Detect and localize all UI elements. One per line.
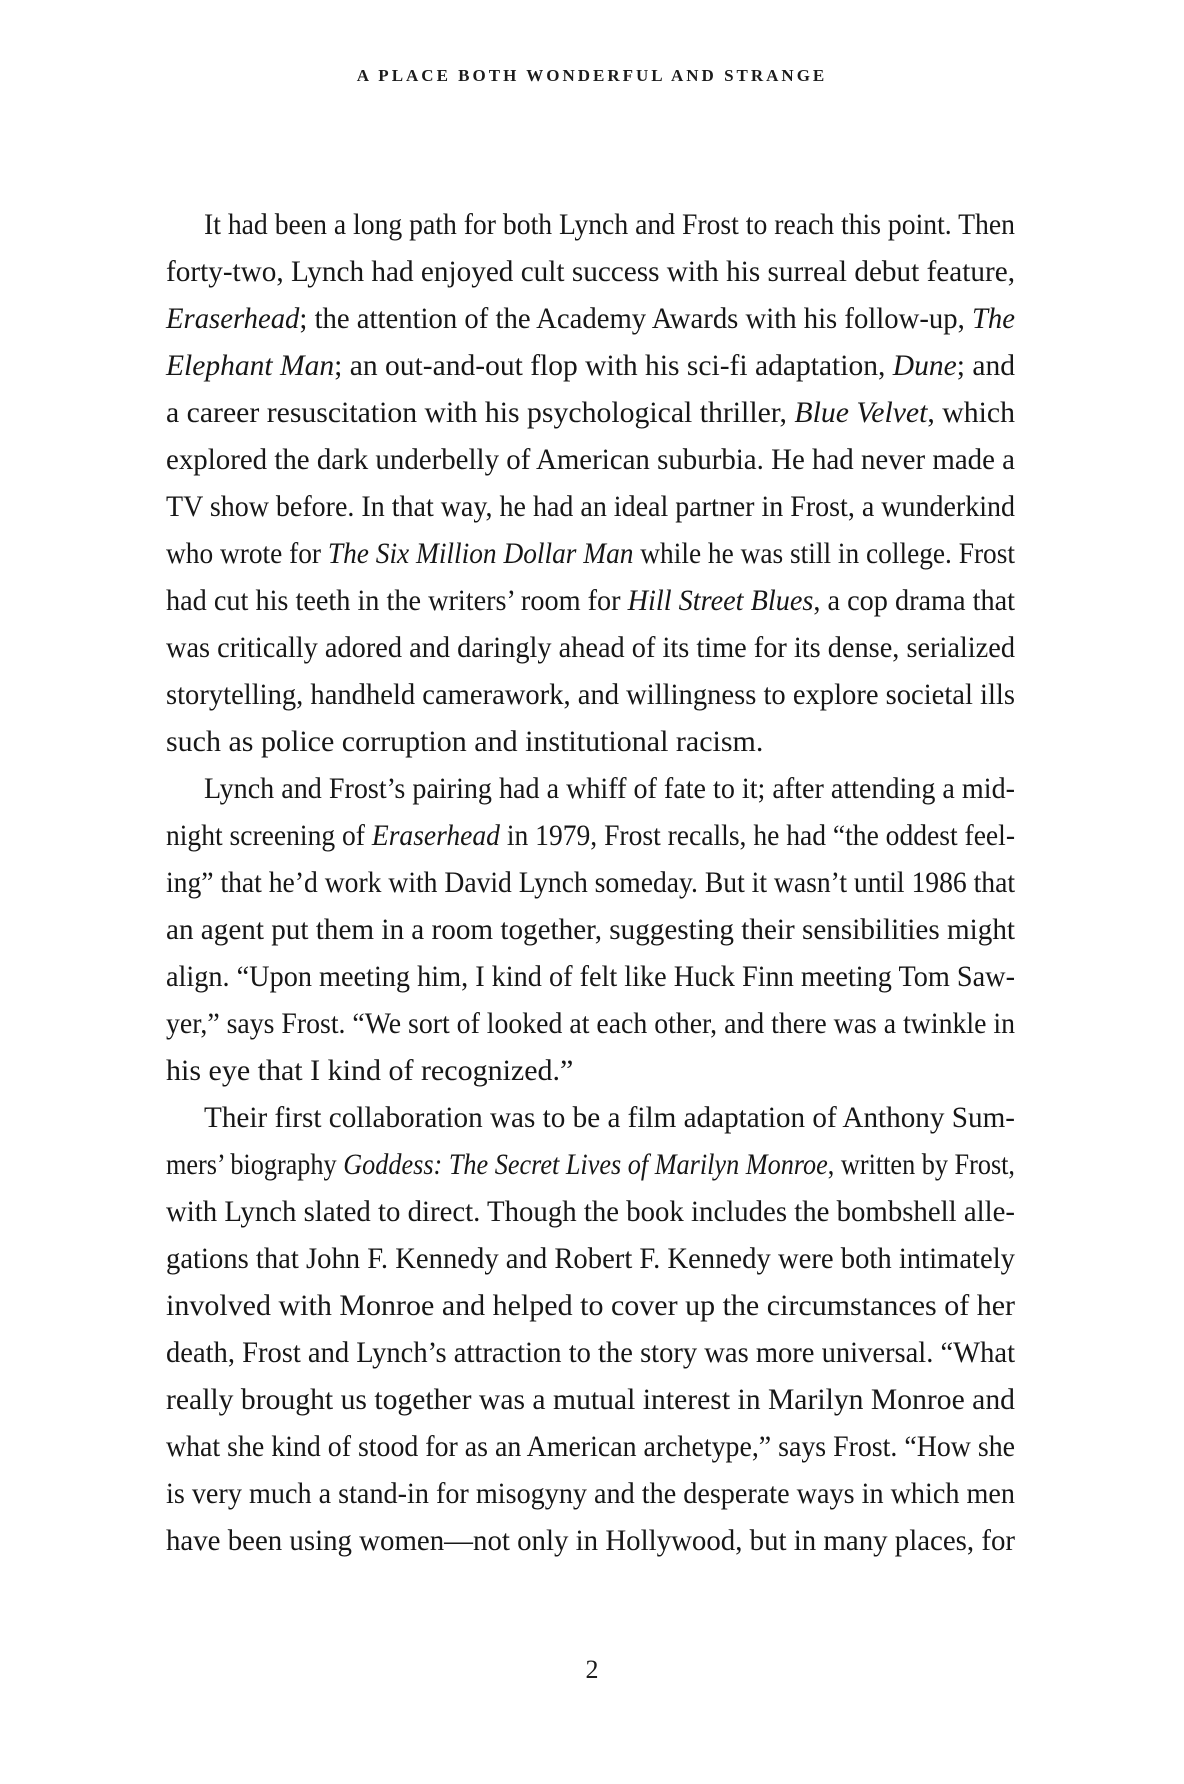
body-text-segment: had cut his teeth in the writers’ room for xyxy=(166,584,628,617)
page-number: 2 xyxy=(585,1655,599,1684)
body-text-segment: yer,” says Frost. “We sort of looked at each other, and there was a twinkle in xyxy=(166,1007,1015,1040)
text-line xyxy=(166,812,1015,859)
body-text-segment: , a cop drama that xyxy=(813,584,1015,617)
text-line xyxy=(166,483,1015,530)
text-line-content xyxy=(166,483,1015,530)
body-text-segment: is very much a stand-in for misogyny and the desperate ways in which men xyxy=(166,1477,1015,1510)
text-line-content xyxy=(166,1141,1015,1188)
body-text-segment: night screening of xyxy=(166,819,372,852)
italic-title-text: Eraserhead xyxy=(371,819,500,852)
text-line-content xyxy=(166,530,1015,577)
text-line xyxy=(166,1000,1015,1047)
body-text-segment: such as police corruption and institutional racism. xyxy=(166,725,764,758)
text-line xyxy=(166,1188,1015,1235)
body-text-segment: mers’ biography xyxy=(166,1148,344,1181)
text-line-content xyxy=(166,389,1015,436)
text-line-content xyxy=(204,765,1015,812)
text-line-content xyxy=(166,577,1015,624)
text-line xyxy=(166,530,1015,577)
body-text-segment: death, Frost and Lynch’s attraction to the story was more universal. “What xyxy=(166,1336,1015,1369)
text-line-content xyxy=(166,342,1015,389)
body-text-segment: It had been a long path for both Lynch and Frost to reach this point. Then xyxy=(204,208,1015,241)
body-text-segment: Lynch and Frost’s pairing had a whiff of fate to it; after attending a mid- xyxy=(204,772,1015,805)
text-line-content xyxy=(166,624,1015,671)
italic-title-text: Blue Velvet xyxy=(794,396,928,429)
text-line-content xyxy=(166,248,1015,295)
text-line xyxy=(166,1235,1015,1282)
text-line xyxy=(166,1376,1015,1423)
text-line-content xyxy=(166,1329,1015,1376)
text-line xyxy=(166,248,1015,295)
body-text-segment: explored the dark underbelly of American suburbia. He had never made a xyxy=(166,443,1015,476)
text-line-content xyxy=(204,201,1015,248)
italic-title-text: Elephant Man xyxy=(166,349,335,382)
text-line xyxy=(166,1517,1015,1564)
italic-title-text: Dune xyxy=(892,349,957,382)
italic-title-text: Eraserhead xyxy=(166,302,300,335)
text-line-content xyxy=(166,436,1015,483)
text-line xyxy=(166,624,1015,671)
body-text-segment: , which xyxy=(927,396,1015,429)
text-line xyxy=(166,906,1015,953)
body-text-segment: really brought us together was a mutual interest in Marilyn Monroe and xyxy=(166,1383,1015,1416)
body-text-segment: while he was still in college. Frost xyxy=(633,537,1015,570)
text-line xyxy=(166,671,1015,718)
text-line xyxy=(166,1329,1015,1376)
body-text-segment: what she kind of stood for as an American archetype,” says Frost. “How she xyxy=(166,1430,1015,1463)
text-line-content xyxy=(166,1517,1015,1564)
text-line-content xyxy=(166,1047,573,1094)
text-line-content xyxy=(166,718,763,765)
body-text-segment: TV show before. In that way, he had an ideal partner in Frost, a wunderkind xyxy=(166,490,1015,523)
italic-title-text: The xyxy=(971,302,1015,335)
italic-title-text: Hill Street Blues xyxy=(627,584,814,617)
text-line-content xyxy=(166,1000,1015,1047)
text-line xyxy=(166,436,1015,483)
text-line-content xyxy=(166,1235,1015,1282)
text-line xyxy=(166,953,1015,1000)
text-line xyxy=(166,342,1015,389)
body-text-segment: align. “Upon meeting him, I kind of felt like Huck Finn meeting Tom Saw- xyxy=(166,960,1015,993)
body-text-segment: was critically adored and daringly ahead of its time for its dense, serialized xyxy=(166,631,1015,664)
italic-title-text: The Six Million Dollar Man xyxy=(327,537,634,570)
body-text-segment: involved with Monroe and helped to cover up the circumstances of her xyxy=(166,1289,1015,1322)
body-text-segment: who wrote for xyxy=(166,537,328,570)
body-text-segment: storytelling, handheld camerawork, and willingness to explore societal ills xyxy=(166,678,1015,711)
body-text-segment: Their first collaboration was to be a film adaptation of Anthony Sum- xyxy=(204,1101,1015,1134)
text-line xyxy=(166,1282,1015,1329)
text-line xyxy=(166,1047,1015,1094)
text-line-content xyxy=(204,1094,1015,1141)
body-text xyxy=(166,201,1015,1564)
text-line xyxy=(166,389,1015,436)
text-line xyxy=(166,1094,1015,1141)
text-line xyxy=(166,859,1015,906)
body-text-segment: , written by Frost, xyxy=(827,1148,1015,1181)
italic-title-text: Goddess: The Secret Lives of Marilyn Monroe xyxy=(343,1148,828,1181)
text-line-content xyxy=(166,1376,1015,1423)
body-text-segment: have been using women—not only in Hollywood, but in many places, for xyxy=(166,1524,1015,1557)
text-line xyxy=(166,765,1015,812)
body-text-segment: forty-two, Lynch had enjoyed cult success with his surreal debut feature, xyxy=(166,255,1015,288)
running-header: A PLACE BOTH WONDERFUL AND STRANGE xyxy=(356,66,828,85)
body-text-segment: in 1979, Frost recalls, he had “the oddest feel- xyxy=(499,819,1015,852)
text-line xyxy=(166,295,1015,342)
text-line-content xyxy=(166,671,1015,718)
text-line-content xyxy=(166,859,1015,906)
text-line xyxy=(166,1423,1015,1470)
body-text-segment: with Lynch slated to direct. Though the book includes the bombshell alle- xyxy=(166,1195,1015,1228)
text-line-content xyxy=(166,953,1015,1000)
body-text-segment: ; and xyxy=(956,349,1015,382)
text-line-content xyxy=(166,295,1015,342)
text-line-content xyxy=(166,1423,1015,1470)
body-text-segment: his eye that I kind of recognized.” xyxy=(166,1054,574,1087)
text-line-content xyxy=(166,812,1015,859)
body-text-segment: a career resuscitation with his psychological thriller, xyxy=(166,396,795,429)
text-line-content xyxy=(166,1470,1015,1517)
body-text-segment: gations that John F. Kennedy and Robert F. Kennedy were both intimately xyxy=(166,1242,1015,1275)
body-text-segment: ; the attention of the Academy Awards with his follow-up, xyxy=(299,302,972,335)
body-text-segment: ; an out-and-out flop with his sci-fi adaptation, xyxy=(334,349,893,382)
text-line xyxy=(166,577,1015,624)
text-line xyxy=(166,1470,1015,1517)
body-text-segment: ing” that he’d work with David Lynch someday. But it wasn’t until 1986 that xyxy=(166,866,1015,899)
text-line-content xyxy=(166,1282,1015,1329)
text-line xyxy=(166,1141,1015,1188)
text-line xyxy=(166,201,1015,248)
text-line xyxy=(166,718,1015,765)
text-line-content xyxy=(166,1188,1015,1235)
text-line-content xyxy=(166,906,1015,953)
body-text-segment: an agent put them in a room together, suggesting their sensibilities might xyxy=(166,913,1015,946)
